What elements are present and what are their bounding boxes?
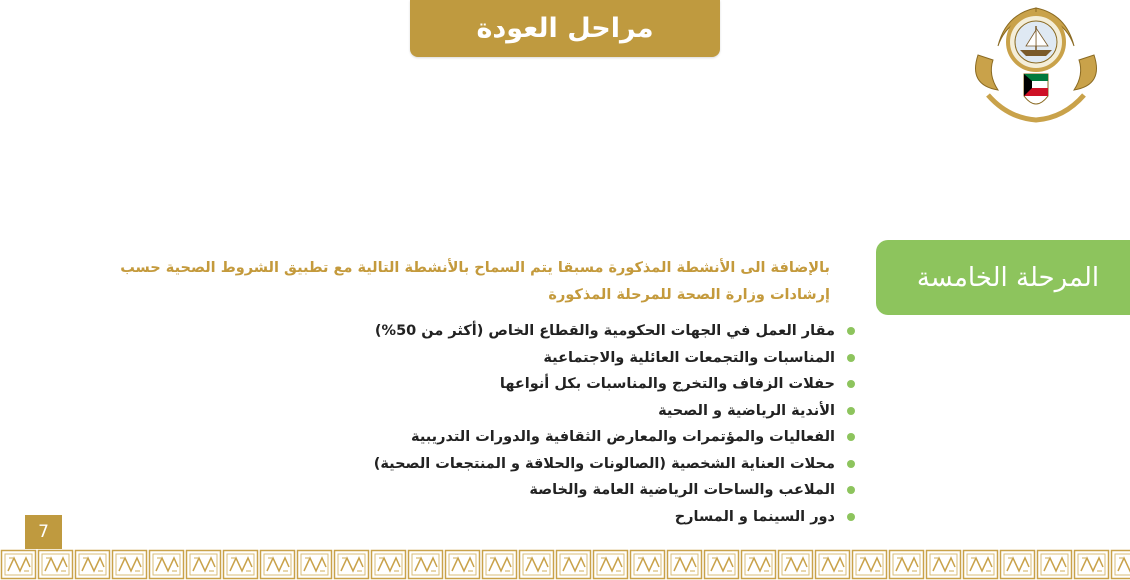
bullet-dot-icon: [847, 407, 855, 415]
bullet-dot-icon: [847, 380, 855, 388]
list-item: [295, 345, 855, 372]
page-title: مراحل العودة: [476, 13, 654, 44]
bullet-dot-icon: [847, 513, 855, 521]
list-item-label: المناسبات والتجمعات العائلية والاجتماعية: [543, 349, 835, 366]
list-item: [295, 424, 855, 451]
intro-text: [110, 255, 830, 309]
activities-list: [295, 318, 855, 530]
title-banner: [410, 0, 720, 57]
list-item-label: محلات العناية الشخصية (الصالونات والحلاقة و المنتجعات الصحية): [373, 455, 835, 472]
list-item: [295, 504, 855, 531]
phase-label-box: [876, 240, 1130, 315]
page-number: 7: [38, 522, 49, 542]
page-number-badge: [25, 515, 62, 549]
list-item: [295, 318, 855, 345]
intro-line-1: بالإضافة الى الأنشطة المذكورة مسبقا يتم السماح بالأنشطة التالية مع تطبيق الشروط الصحية حسب: [120, 260, 830, 276]
phase-label: المرحلة الخامسة: [916, 262, 1100, 293]
list-item: [295, 398, 855, 425]
list-item: [295, 371, 855, 398]
list-item: [295, 451, 855, 478]
list-item-label: حفلات الزفاف والتخرج والمناسبات بكل أنواعها: [499, 376, 835, 393]
bullet-dot-icon: [847, 354, 855, 362]
list-item-label: الملاعب والساحات الرياضية العامة والخاصة: [529, 482, 835, 499]
list-item-label: الأندية الرياضية و الصحية: [658, 402, 835, 419]
list-item: [295, 477, 855, 504]
list-item-label: مقار العمل في الجهات الحكومية والقطاع الخاص (أكثر من 50%): [374, 323, 835, 340]
bullet-dot-icon: [847, 433, 855, 441]
list-item-label: الفعاليات والمؤتمرات والمعارض الثقافية والدورات التدريبية: [411, 429, 835, 446]
bullet-dot-icon: [847, 460, 855, 468]
list-item-label: دور السينما و المسارح: [674, 508, 835, 525]
intro-line-2: إرشادات وزارة الصحة للمرحلة المذكورة: [548, 287, 830, 303]
bullet-dot-icon: [847, 486, 855, 494]
kuwait-emblem-icon: [958, 0, 1118, 125]
bullet-dot-icon: [847, 327, 855, 335]
footer-pattern: [0, 549, 1130, 580]
